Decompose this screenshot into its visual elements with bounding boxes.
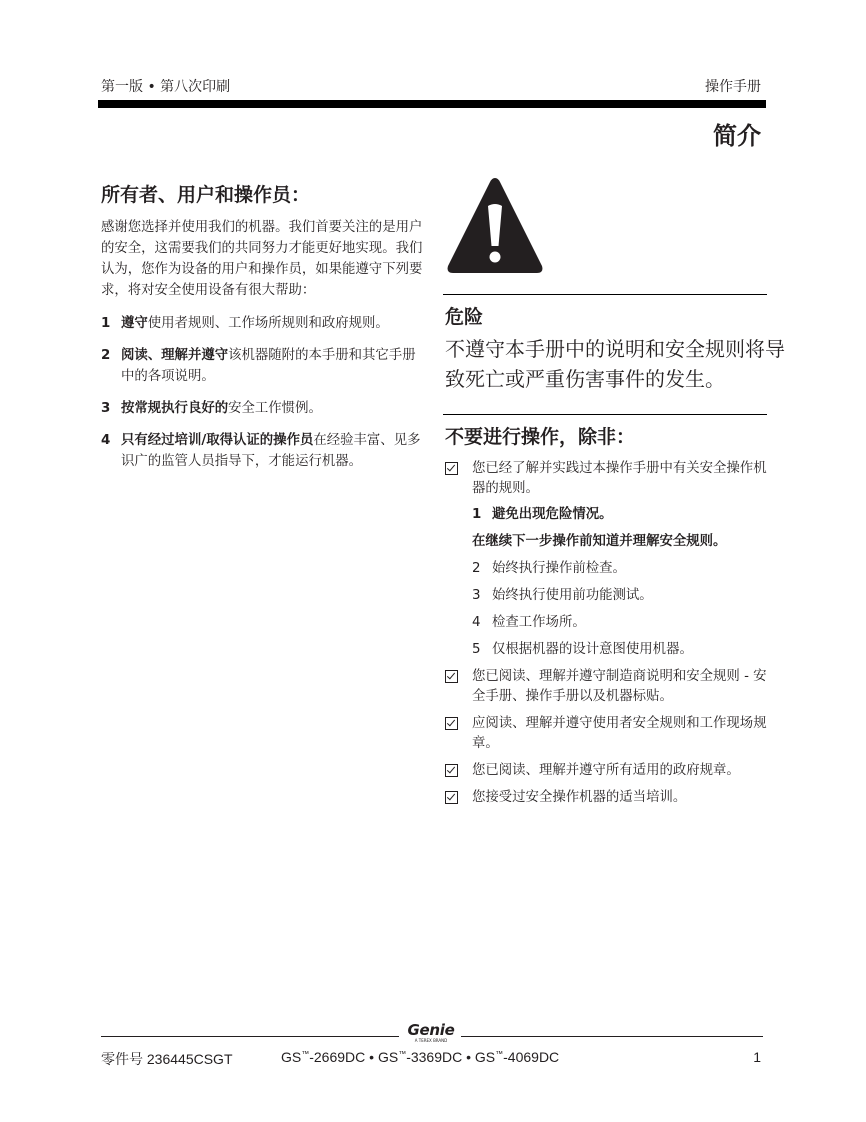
checkbox-icon — [445, 791, 458, 804]
do-not-operate-section — [445, 422, 767, 815]
genie-logo: Genie A TEREX BRAND — [407, 1021, 455, 1043]
footer-model-list: GS™-2669DC • GS™-3369DC • GS™-4069DC — [281, 1049, 560, 1065]
warning-triangle-icon — [445, 176, 545, 276]
danger-message: 不遵守本手册中的说明和安全规则将导致死亡或严重伤害事件的发生。 — [445, 337, 785, 391]
condition-item: 应阅读、理解并遵守使用者安全规则和工作现场规章。 — [445, 714, 767, 754]
hazard-step: 4 检查工作场所。 — [472, 615, 586, 630]
hazard-step-note: 在继续下一步操作前知道并理解安全规则。 — [472, 534, 727, 549]
checkbox-icon — [445, 717, 458, 730]
hazard-step: 3 始终执行使用前功能测试。 — [472, 588, 653, 603]
hazard-steps-list — [472, 505, 767, 660]
header-rule — [98, 100, 766, 108]
checkbox-icon — [445, 764, 458, 777]
owners-list-item: 2 阅读、理解并遵守该机器随附的本手册和其它手册中的各项说明。 — [101, 348, 416, 384]
condition-item: 您已阅读、理解并遵守制造商说明和安全规则 - 安全手册、操作手册以及机器标贴。 — [445, 667, 767, 707]
hazard-step-note-item — [472, 532, 767, 552]
checkbox-icon — [445, 462, 458, 475]
footer-part-number: 零件号 236445CSGT — [101, 1051, 233, 1067]
do-not-operate-heading: 不要进行操作，除非： — [445, 426, 636, 448]
owners-list-item: 4 只有经过培训/取得认证的操作员在经验丰富、见多识广的监管人员指导下，才能运行机器。 — [101, 433, 421, 469]
header-edition: 第一版 • 第八次印刷 — [101, 79, 231, 95]
checkbox-icon — [445, 670, 458, 683]
danger-bottom-rule — [443, 414, 767, 415]
hazard-step: 2 始终执行操作前检查。 — [472, 561, 626, 576]
header-manual-type: 操作手册 — [705, 79, 761, 95]
condition-item: 您已阅读、理解并遵守所有适用的政府规章。 — [445, 761, 767, 781]
owners-heading: 所有者、用户和操作员： — [101, 184, 311, 206]
danger-top-rule — [443, 294, 767, 295]
footer-rule-left — [101, 1036, 399, 1037]
condition-item: 您接受过安全操作机器的适当培训。 — [445, 788, 767, 808]
danger-title: 危险 — [445, 306, 484, 328]
owners-section — [101, 180, 423, 483]
condition-item: 您已经了解并实践过本操作手册中有关安全操作机器的规则。 1 避免出现危险情况。 在继续下一步操作前知道并理解安全规则。 2 始终执行操作前检查。 3 始终执行使用前功能测试。 4 检查工作场所。 5 仅根据机器的设计意图使用机器。 — [445, 459, 767, 660]
hazard-step: 1 避免出现危险情况。 — [472, 507, 613, 522]
owners-list-item: 1 遵守使用者规则、工作场所规则和政府规则。 — [101, 316, 389, 331]
conditions-list — [445, 459, 767, 808]
page-number: 1 — [753, 1049, 761, 1065]
owners-list-item: 3 按常规执行良好的安全工作惯例。 — [101, 401, 322, 416]
owners-list — [101, 313, 423, 472]
hazard-step: 5 仅根据机器的设计意图使用机器。 — [472, 642, 693, 657]
owners-intro: 感谢您选择并使用我们的机器。我们首要关注的是用户的安全，这需要我们的共同努力才能更好地实现。我们认为，您作为设备的用户和操作员，如果能遵守下列要求，将对安全使用设备有很大帮助： — [101, 220, 423, 298]
section-title: 简介 — [713, 122, 761, 150]
footer-rule-right — [461, 1036, 763, 1037]
